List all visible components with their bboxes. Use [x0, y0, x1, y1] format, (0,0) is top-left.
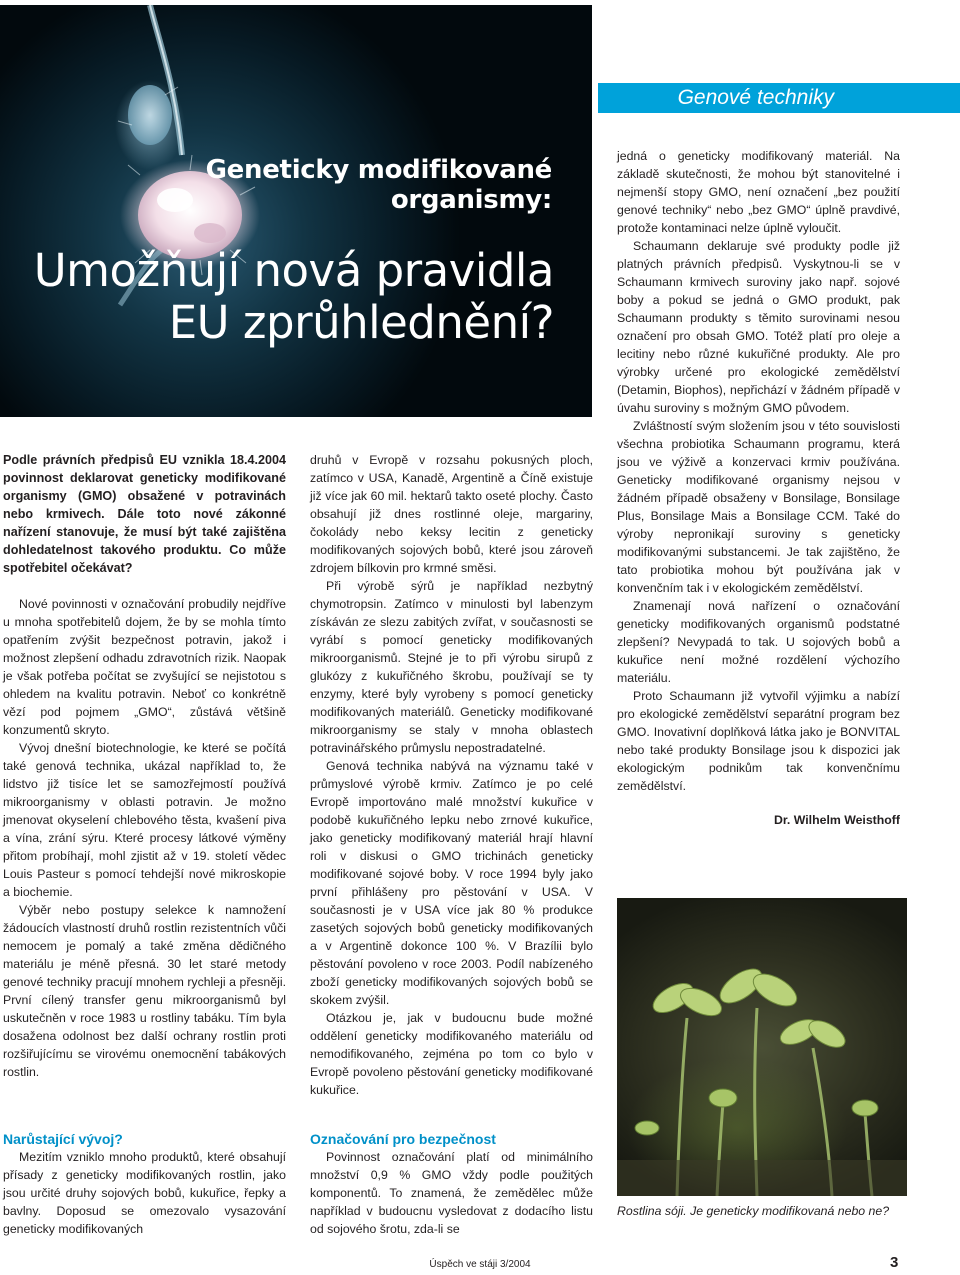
hero-image: [0, 5, 592, 417]
article-column-1-bottom: [3, 1130, 286, 1238]
paragraph: Genová technika nabývá na významu také v průmyslové výrobě krmiv. Zatímco je po celé Evropě importováno malé množství kukuřice v podobě kukuřičného lepku nebo zrnové kukuřice, jako geneticky modifikovaný materiál hrají hlavní roli v diskusi o GMO trichinách geneticky modifikované sojové boby. V roce 1994 byly jako první přihlášeny pro pěstování v USA. V současnosti je v USA více jak 80 % produkce zasetých sojových bobů geneticky modifikovaných a v Argentině dokonce 100 %. V Brazílii bylo pěstování povoleno v roce 2003. Podíl nabízeného zboží geneticky modifikovaných sojových bobů se skokem zvýšil.: [310, 759, 593, 1007]
paragraph: Výběr nebo postupy selekce k namnožení žádoucích vlastností druhů rostlin rezistentních vůči nemocem je pomalý a také změna dědičného materiálu je méně přesná. 30 let staré metody genové techniky pracují mnohem rychleji a přesněji. První cílený transfer genu mikroorganismů byl uskutečněn v roce 1983 u rostliny tabáku. Tím byla dosažena odolnost bez další ochrany rostlin proti rozšiřujícímu se virovému onemocnění tabákových rostlin.: [3, 903, 286, 1079]
page-number: 3: [890, 1254, 899, 1271]
photo-caption: Rostlina sóji. Je geneticky modifikovaná nebo ne?: [617, 1204, 890, 1218]
article-column-1: [3, 451, 286, 1081]
article-lead: Podle právních předpisů EU vznikla 18.4.2004 povinnost deklarovat geneticky modifikované organismy (GMO) obsažené v potravinách nebo krmivech. Dále toto nové zákonné nařízení stanovuje, že musí být také zajištěna dohledatelnost takového produktu. Co může spotřebitel očekávat?: [3, 453, 286, 575]
paragraph: Povinnost označování platí od minimálního množství 0,9 % GMO vždy podle použitých komponentů. To znamená, že zemědělec může například v budoucnu vysledovat z dodacího listu od sojového šrotu, zda-li se: [310, 1150, 593, 1236]
paragraph: Otázkou je, jak v budoucnu bude možné oddělení geneticky modifikovaného materiálu od nemodifikovaného, zejména po tom co bylo v Evropě povoleno pěstování geneticky modifikované kukuřice.: [310, 1011, 593, 1097]
section-bar: [598, 83, 960, 113]
soy-seedling-photo: [617, 898, 907, 1196]
article-column-3: [617, 147, 900, 829]
publication-title: Úspěch ve stáji 3/2004: [429, 1259, 531, 1270]
seedling-illustration: [617, 898, 907, 1196]
paragraph: Při výrobě sýrů je například nezbytný chymotropsin. Zatímco v minulosti byl labenzym získáván ze slezu zabitých zvířat, v současnosti se vyrábí s pomocí geneticky modifikovaných mikroorganismů. Stejné je to při výrobu sirupů z glukózy z kukuřičného škrobu, používají se ty enzymy, které byly vyrobeny s pomocí geneticky modifikovaných materiálů. Geneticky modifikované mikroorganismy se staly v mnoha oblastech potravinářského průmyslu nepostradatelné.: [310, 579, 593, 755]
paragraph: Schaumann deklaruje své produkty podle již platných právních předpisů. Vyskytnou-li se v Schaumann krmivech suroviny jako např. sojové boby a pokud se jedná o GMO produkt, pak Schaumann produkty s těmito surovinami nesou označení pro obsah GMO. Totéž platí pro oleje a lecitiny nebo různé kukuřičné produkty. Ale pro výrobky určené pro ekologické zemědělství (Detamin, Biophos), nepřichází v žádném případě v úvahu suroviny s možným GMO původem.: [617, 239, 900, 415]
paragraph: Zvláštností svým složením jsou v této souvislosti všechna probiotika Schaumann programu, která jsou ve výživě a konzervaci krmiv používána. Geneticky modifikované organismy nejsou v žádném případě obsaženy v Bonsilage, Bonsilage Plus, Bonsilage Mais a Bonsilage CCM. Také do výroby nepronikají suroviny s geneticky modifikovanými substancemi. Je tak zajištěno, že tato probiotika mohou být používána jak v konvenčním tak i v ekologickém zemědělství.: [617, 419, 900, 595]
paragraph: druhů v Evropě v rozsahu pokusných ploch, zatímco v USA, Kanadě, Argentině a Číně existuje již více jak 60 mil. hektarů takto oseté plochy. Často obsahují již dnes rostlinné oleje, margariny, čokolády nebo keksy lecitin z geneticky modifikovaných sojových bobů, které jsou zároveň zdrojem bílkovin pro krmné směsi.: [310, 453, 593, 575]
paragraph: Nové povinnosti v označování probudily nejdříve u mnoha spotřebitelů dojem, že by se mohla tímto opatřením zvýšit bezpečnost potravin, jakož i možnost zlepšení odhadu zdravotních rizik. Naopak je však potřeba počítat se zvyšující se nejistotou s ohledem na kvalitu potravin. Neboť co konkrétně vězí pod pojmem „GMO“, zůstává většině konzumentů skryto.: [3, 597, 286, 737]
hero-kicker: Geneticky modifikované organismy:: [205, 155, 552, 215]
article-column-2: [310, 451, 593, 1099]
paragraph: Proto Schaumann již vytvořil výjimku a nabízí pro ekologické zemědělství separátní program bez GMO. Inovativní doplňková látka jako je BONVITAL nebo také produkty Bonsilage jsou k dispozici jak ekologickým podnikům tak konvenčnímu zemědělství.: [617, 689, 900, 793]
paragraph: Vývoj dnešní biotechnologie, ke které se počítá také genová technika, ukázal například to, že lidstvo již tisíce let se samozřejmostí používá mikroorganismy v oblasti potravin. Je možno jmenovat okyselení chlebového těsta, kvašení piva a vína, zrání sýru. Které procesy látkové výměny přitom probíhají, mohl zjistit až v 19. století vědec Louis Pasteur s pomocí tehdejší nové mikroskopie a biochemie.: [3, 741, 286, 899]
paragraph: Mezitím vzniklo mnoho produktů, které obsahují přísady z geneticky modifikovaných rostlin, jako jsou určité druhy sojových bobů, kukuřice, řepky a bavlny. Doposud se omezovalo vysazování geneticky modifikovaných: [3, 1150, 286, 1236]
subheading: Narůstající vývoj?: [3, 1131, 123, 1147]
article-title: Umožňují nová pravidla EU zprůhlednění?: [33, 244, 554, 349]
section-label: Genové techniky: [677, 86, 834, 109]
paragraph: Znamenají nová nařízení o označování geneticky modifikovaných organismů podstatné zlepšení? Nevypadá to tak. U sojových bobů a kukuřice není možné rozdělení výchozího materiálu.: [617, 599, 900, 685]
author-name: Dr. Wilhelm Weisthoff: [773, 813, 900, 827]
subheading: Označování pro bezpečnost: [310, 1131, 496, 1147]
paragraph: jedná o geneticky modifikovaný materiál. Na základě skutečnosti, že mohou být stanovitelné i nejmenší stopy GMO, není označení „bez použití genové techniky“ nebo „bez GMO“ úplně pravdivé, protože kontaminaci nelze úplně vyloučit.: [617, 149, 900, 235]
article-column-2-bottom: [310, 1130, 593, 1238]
